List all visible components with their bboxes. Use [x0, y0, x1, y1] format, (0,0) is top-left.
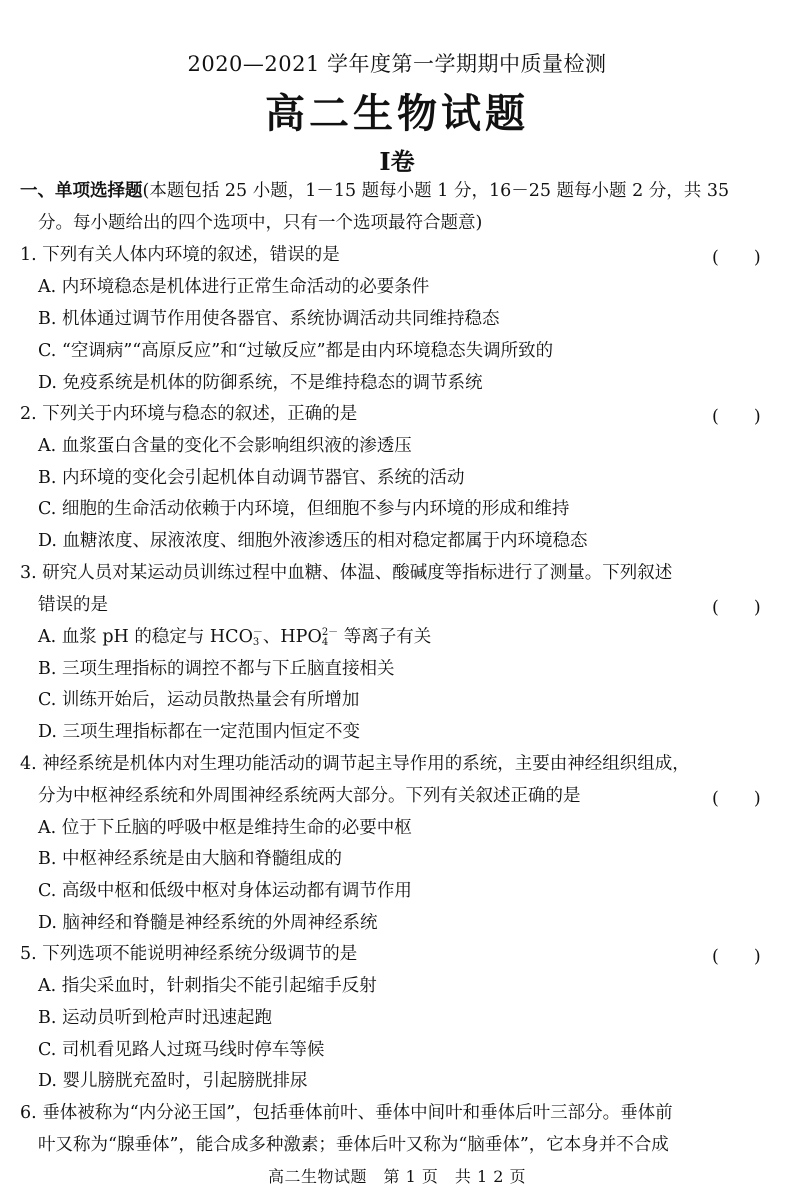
q3-stem-2: 错误的是: [38, 595, 108, 615]
q3-a-text-2: 、HPO: [262, 627, 322, 647]
q2-option-d: D. 血糖浓度、尿液浓度、细胞外液渗透压的相对稳定都属于内环境稳态: [38, 531, 588, 551]
q3-a-sub-1: 3: [252, 636, 260, 648]
q3-option-a: [38, 626, 431, 648]
exam-title: 高二生物试题: [265, 90, 529, 137]
q5-option-b: B. 运动员听到枪声时迅速起跑: [38, 1008, 272, 1028]
q2-option-c: C. 细胞的生命活动依赖于内环境，但细胞不参与内环境的形成和维持: [38, 499, 570, 519]
q3-option-c: C. 训练开始后，运动员散热量会有所增加: [38, 690, 360, 710]
q3-option-b: B. 三项生理指标的调控不都与下丘脑直接相关: [38, 659, 395, 679]
q3-answer-paren: ( ): [712, 598, 761, 618]
q3-a-ion-1-scripts: [253, 628, 263, 648]
q5-option-c: C. 司机看见路人过斑马线时停车等候: [38, 1040, 325, 1060]
q3-option-d: D. 三项生理指标都在一定范围内恒定不变: [38, 722, 361, 742]
q4-option-a: A. 位于下丘脑的呼吸中枢是维持生命的必要中枢: [38, 818, 412, 838]
q4-stem-2: 分为中枢神经系统和外周围神经系统两大部分。下列有关叙述正确的是: [38, 786, 581, 806]
q2-stem: 2. 下列关于内环境与稳态的叙述，正确的是: [20, 404, 358, 424]
q3-a-text-1: A. 血浆 pH 的稳定与 HCO: [38, 627, 253, 647]
q5-option-d: D. 婴儿膀胱充盈时，引起膀胱排尿: [38, 1071, 308, 1091]
q4-option-d: D. 脑神经和脊髓是神经系统的外周神经系统: [38, 913, 378, 933]
q1-answer-paren: ( ): [712, 248, 761, 268]
q1-option-d: D. 免疫系统是机体的防御系统，不是维持稳态的调节系统: [38, 373, 483, 393]
q3-a-text-3: 等离子有关: [338, 627, 432, 647]
q3-stem-1: 3. 研究人员对某运动员训练过程中血糖、体温、酸碱度等指标进行了测量。下列叙述: [20, 563, 673, 583]
q3-a-sup-1: －: [252, 626, 263, 638]
section-title: 一、单项选择题: [20, 181, 143, 201]
q4-option-c: C. 高级中枢和低级中枢对身体运动都有调节作用: [38, 881, 412, 901]
q5-answer-paren: ( ): [712, 947, 761, 967]
q6-stem-2: 叶又称为“腺垂体”，能合成多种激素；垂体后叶又称为“脑垂体”，它本身并不合成: [38, 1135, 669, 1155]
q2-answer-paren: ( ): [712, 407, 761, 427]
q4-stem-1: 4. 神经系统是机体内对生理功能活动的调节起主导作用的系统，主要由神经组织组成，: [20, 754, 690, 774]
section-line-1: [20, 180, 729, 202]
exam-header: 2020—2021 学年度第一学期期中质量检测: [187, 52, 607, 76]
page-footer: 高二生物试题 第 1 页 共 1 2 页: [268, 1167, 526, 1186]
section-desc-2: 分。每小题给出的四个选项中，只有一个选项最符合题意): [38, 213, 483, 233]
volume-label: Ⅰ卷: [379, 147, 415, 176]
q1-stem: 1. 下列有关人体内环境的叙述，错误的是: [20, 245, 340, 265]
q3-a-sup-2: 2－: [321, 626, 339, 638]
q5-option-a: A. 指尖采血时，针刺指尖不能引起缩手反射: [38, 976, 377, 996]
section-desc-1: (本题包括 25 小题，1－15 题每小题 1 分，16－25 题每小题 2 分，共 35: [142, 181, 730, 201]
q1-option-c: C. “空调病”“高原反应”和“过敏反应”都是由内环境稳态失调所致的: [38, 341, 554, 361]
q4-answer-paren: ( ): [712, 789, 761, 809]
q3-a-ion-2-scripts: [322, 628, 338, 648]
q5-stem: 5. 下列选项不能说明神经系统分级调节的是: [20, 944, 358, 964]
q2-option-b: B. 内环境的变化会引起机体自动调节器官、系统的活动: [38, 468, 465, 488]
q1-option-a: A. 内环境稳态是机体进行正常生命活动的必要条件: [38, 277, 430, 297]
q1-option-b: B. 机体通过调节作用使各器官、系统协调活动共同维持稳态: [38, 309, 500, 329]
q3-a-sub-2: 4: [321, 636, 329, 648]
q2-option-a: A. 血浆蛋白含量的变化不会影响组织液的渗透压: [38, 436, 412, 456]
q6-stem-1: 6. 垂体被称为“内分泌王国”，包括垂体前叶、垂体中间叶和垂体后叶三部分。垂体前: [20, 1103, 673, 1123]
q4-option-b: B. 中枢神经系统是由大脑和脊髓组成的: [38, 849, 342, 869]
